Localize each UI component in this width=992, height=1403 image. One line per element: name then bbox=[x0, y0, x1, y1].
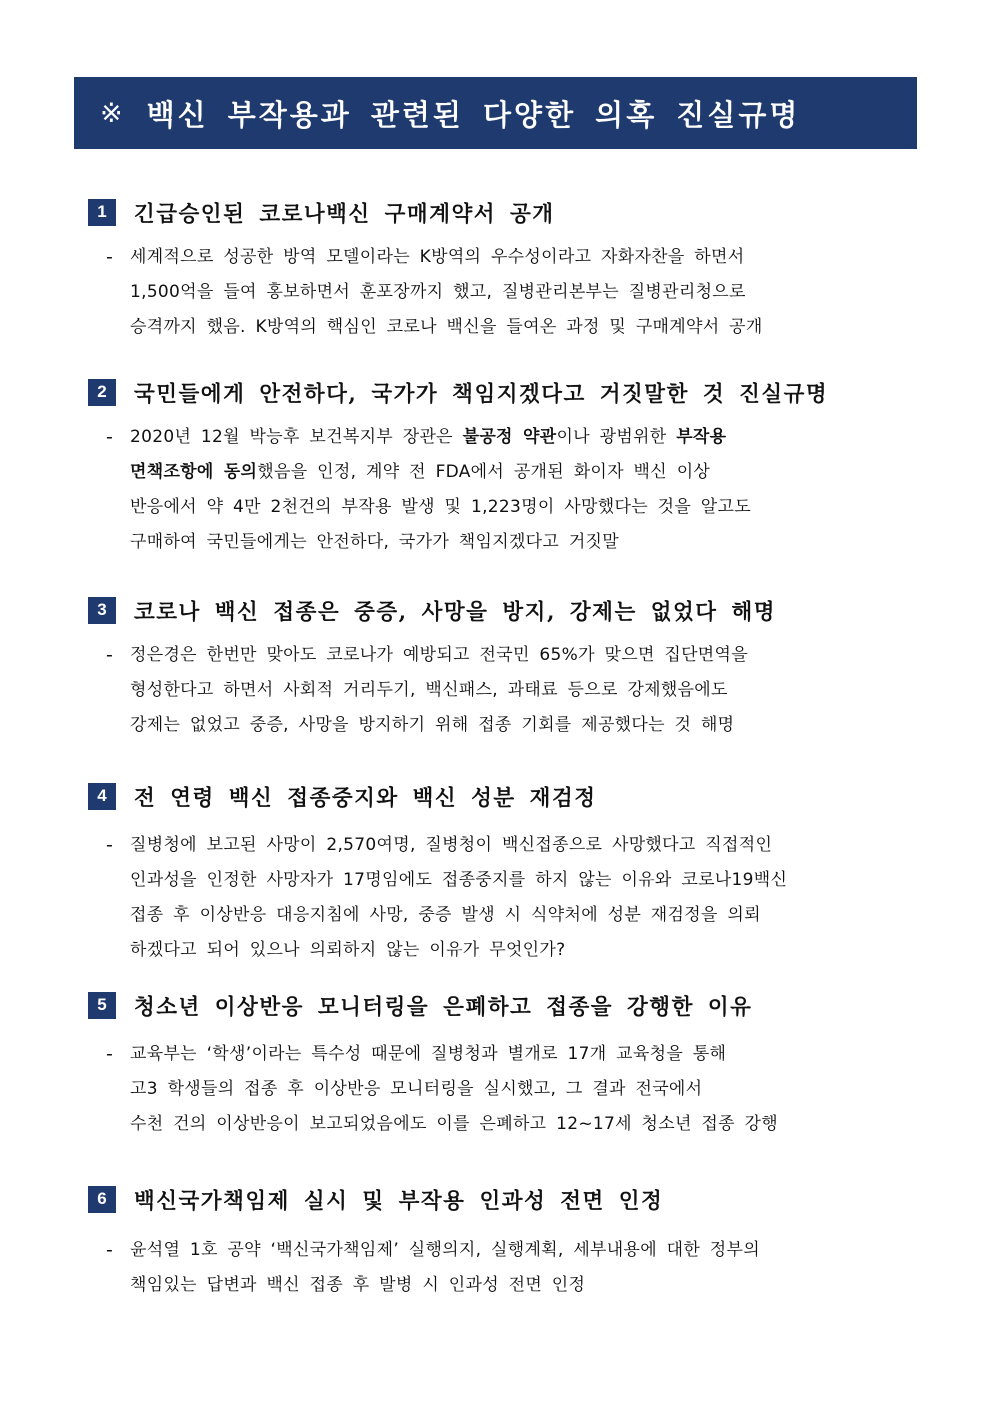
emphasis-text: 면책조항에 동의 bbox=[130, 462, 258, 482]
section-body bbox=[88, 420, 918, 560]
body-text: 했음을 인정, 계약 전 FDA에서 공개된 화이자 백신 이상 bbox=[257, 462, 711, 482]
body-text: 2020년 12월 박능후 보건복지부 장관은 bbox=[130, 427, 463, 447]
body-line: 강제는 없었고 중증, 사망을 방지하기 위해 접종 기회를 제공했다는 것 해명 bbox=[130, 715, 735, 735]
section-heading bbox=[88, 778, 918, 814]
section-heading bbox=[88, 987, 918, 1023]
body-line: 승격까지 했음. K방역의 핵심인 코로나 백신을 들여온 과정 및 구매계약서 공개 bbox=[130, 317, 763, 337]
page-title: 백신 부작용과 관련된 다양한 의혹 진실규명 bbox=[146, 97, 801, 132]
section-body bbox=[88, 638, 918, 743]
bullet-dash: - bbox=[106, 1239, 113, 1261]
body-line: 수천 건의 이상반응이 보고되었음에도 이를 은폐하고 12~17세 청소년 접종 강행 bbox=[130, 1114, 779, 1134]
page-title-banner bbox=[74, 77, 917, 149]
section-body bbox=[88, 240, 918, 345]
section-body bbox=[88, 828, 918, 968]
section-title: 국민들에게 안전하다, 국가가 책임지겠다고 거짓말한 것 진실규명 bbox=[134, 381, 829, 407]
section-number-badge: 5 bbox=[88, 992, 116, 1019]
section-body bbox=[88, 1037, 918, 1142]
section-heading bbox=[88, 1181, 918, 1217]
body-line: 교육부는 ‘학생’이라는 특수성 때문에 질병청과 별개로 17개 교육청을 통해 bbox=[130, 1044, 727, 1064]
section-body bbox=[88, 1233, 918, 1303]
section-2 bbox=[88, 374, 918, 560]
section-number-badge: 2 bbox=[88, 379, 116, 406]
section-heading bbox=[88, 194, 918, 230]
body-line: 1,500억을 들여 홍보하면서 훈포장까지 했고, 질병관리본부는 질병관리청으로 bbox=[130, 282, 746, 302]
section-number-badge: 6 bbox=[88, 1186, 116, 1213]
section-heading bbox=[88, 592, 918, 628]
reference-mark-icon: ※ bbox=[100, 97, 123, 129]
section-4 bbox=[88, 778, 918, 968]
section-title: 청소년 이상반응 모니터링을 은폐하고 접종을 강행한 이유 bbox=[134, 994, 753, 1020]
body-line bbox=[130, 420, 918, 455]
bullet-dash: - bbox=[106, 1043, 113, 1065]
section-title: 백신국가책임제 실시 및 부작용 인과성 전면 인정 bbox=[134, 1188, 664, 1214]
body-line: 정은경은 한번만 맞아도 코로나가 예방되고 전국민 65%가 맞으면 집단면역을 bbox=[130, 645, 748, 665]
body-line: 인과성을 인정한 사망자가 17명임에도 접종중지를 하지 않는 이유와 코로나19백신 bbox=[130, 870, 788, 890]
body-line: 세계적으로 성공한 방역 모델이라는 K방역의 우수성이라고 자화자찬을 하면서 bbox=[130, 247, 745, 267]
section-1 bbox=[88, 194, 918, 345]
section-number-badge: 4 bbox=[88, 783, 116, 810]
section-6 bbox=[88, 1181, 918, 1303]
body-line: 접종 후 이상반응 대응지침에 사망, 중증 발생 시 식약처에 성분 재검정을 의뢰 bbox=[130, 905, 761, 925]
emphasis-text: 부작용 bbox=[676, 427, 727, 447]
body-line: 구매하여 국민들에게는 안전하다, 국가가 책임지겠다고 거짓말 bbox=[130, 532, 619, 552]
body-line: 반응에서 약 4만 2천건의 부작용 발생 및 1,223명이 사망했다는 것을 알고도 bbox=[130, 497, 751, 517]
section-number-badge: 3 bbox=[88, 597, 116, 624]
body-line: 형성한다고 하면서 사회적 거리두기, 백신패스, 과태료 등으로 강제했음에도 bbox=[130, 680, 728, 700]
body-line bbox=[130, 455, 918, 490]
bullet-dash: - bbox=[106, 246, 113, 268]
section-heading bbox=[88, 374, 918, 410]
body-line: 하겠다고 되어 있으나 의뢰하지 않는 이유가 무엇인가? bbox=[130, 940, 566, 960]
section-title: 긴급승인된 코로나백신 구매계약서 공개 bbox=[134, 201, 555, 227]
section-5 bbox=[88, 987, 918, 1142]
section-title: 전 연령 백신 접종중지와 백신 성분 재검정 bbox=[134, 785, 597, 811]
section-title: 코로나 백신 접종은 중증, 사망을 방지, 강제는 없었다 해명 bbox=[134, 599, 777, 625]
body-line: 책임있는 답변과 백신 접종 후 발병 시 인과성 전면 인정 bbox=[130, 1275, 586, 1295]
body-line: 고3 학생들의 접종 후 이상반응 모니터링을 실시했고, 그 결과 전국에서 bbox=[130, 1079, 703, 1099]
body-text: 이나 광범위한 bbox=[556, 427, 677, 447]
section-3 bbox=[88, 592, 918, 743]
bullet-dash: - bbox=[106, 426, 113, 448]
body-line: 윤석열 1호 공약 ‘백신국가책임제’ 실행의지, 실행계획, 세부내용에 대한 정부의 bbox=[130, 1240, 760, 1260]
emphasis-text: 불공정 약관 bbox=[462, 427, 557, 447]
bullet-dash: - bbox=[106, 834, 113, 856]
bullet-dash: - bbox=[106, 644, 113, 666]
body-line: 질병청에 보고된 사망이 2,570여명, 질병청이 백신접종으로 사망했다고 직접적인 bbox=[130, 835, 773, 855]
section-number-badge: 1 bbox=[88, 199, 116, 226]
